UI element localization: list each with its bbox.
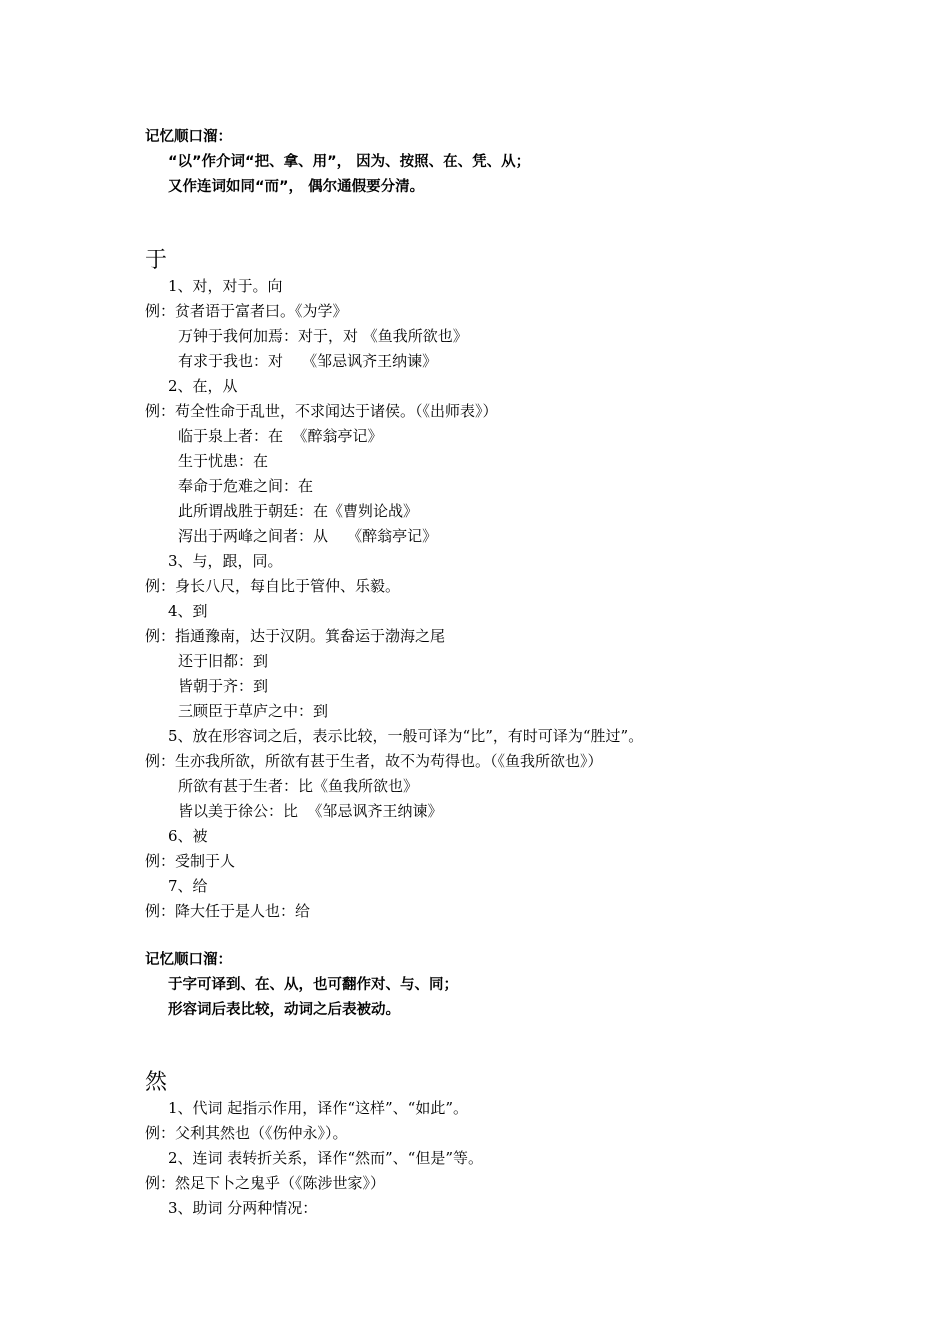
- mnemonic-title: 记忆顺口溜：: [145, 129, 232, 145]
- section-heading: 于: [145, 248, 168, 273]
- mnemonic-title: 记忆顺口溜：: [145, 952, 232, 968]
- example-line: 三顾臣于草庐之中：到: [178, 702, 329, 720]
- example-line: 此所谓战胜于朝廷：在《曹刿论战》: [178, 502, 419, 520]
- example-line: 例：降大任于是人也：给: [145, 902, 311, 920]
- mnemonic-line: 于字可译到、在、从，也可翻作对、与、同；: [168, 977, 458, 993]
- definition-line: 1、对，对于。向: [168, 277, 283, 295]
- definition-line: 2、连词 表转折关系，译作“然而”、“但是”等。: [168, 1149, 483, 1167]
- example-line: 万钟于我何加焉：对于，对 《鱼我所欲也》: [178, 327, 468, 345]
- definition-line: 5、放在形容词之后，表示比较，一般可译为“比”，有时可译为“胜过”。: [168, 727, 644, 745]
- mnemonic-line: 形容词后表比较，动词之后表被动。: [168, 1002, 400, 1018]
- definition-line: 6、被: [168, 827, 208, 845]
- definition-line: 4、到: [168, 602, 208, 620]
- mnemonic-line: “以”作介词“把、拿、用”， 因为、按照、在、凭、从；: [168, 154, 531, 170]
- example-line: 还于旧都：到: [178, 652, 269, 670]
- example-line: 所欲有甚于生者：比《鱼我所欲也》: [178, 777, 419, 795]
- example-line: 例：指通豫南，达于汉阴。箕畚运于渤海之尾: [145, 627, 446, 645]
- example-line: 生于忧患：在: [178, 452, 269, 470]
- example-line: 有求于我也：对 《邹忌讽齐王纳谏》: [178, 352, 438, 370]
- example-line: 例：贫者语于富者曰。《为学》: [145, 302, 348, 320]
- example-line: 泻出于两峰之间者：从 《醉翁亭记》: [178, 527, 438, 545]
- example-line: 例：父利其然也（《伤仲永》）。: [145, 1124, 348, 1142]
- example-line: 临于泉上者：在 《醉翁亭记》: [178, 427, 383, 445]
- example-line: 例：受制于人: [145, 852, 236, 870]
- section-heading: 然: [145, 1070, 168, 1095]
- definition-line: 1、代词 起指示作用，译作“这样”、“如此”。: [168, 1099, 468, 1117]
- definition-line: 3、与，跟，同。: [168, 552, 283, 570]
- example-line: 例：苟全性命于乱世，不求闻达于诸侯。（《出师表》）: [145, 402, 498, 420]
- example-line: 皆以美于徐公：比 《邹忌讽齐王纳谏》: [178, 802, 443, 820]
- example-line: 奉命于危难之间：在: [178, 477, 314, 495]
- example-line: 皆朝于齐：到: [178, 677, 269, 695]
- mnemonic-line: 又作连词如同“而”， 偶尔通假要分清。: [168, 179, 425, 195]
- definition-line: 3、助词 分两种情况：: [168, 1199, 318, 1217]
- definition-line: 7、给: [168, 877, 208, 895]
- example-line: 例：然足下卜之鬼乎（《陈涉世家》）: [145, 1174, 386, 1192]
- example-line: 例：身长八尺，每自比于管仲、乐毅。: [145, 577, 401, 595]
- definition-line: 2、在，从: [168, 377, 238, 395]
- example-line: 例：生亦我所欲，所欲有甚于生者，故不为苟得也。（《鱼我所欲也》）: [145, 752, 603, 770]
